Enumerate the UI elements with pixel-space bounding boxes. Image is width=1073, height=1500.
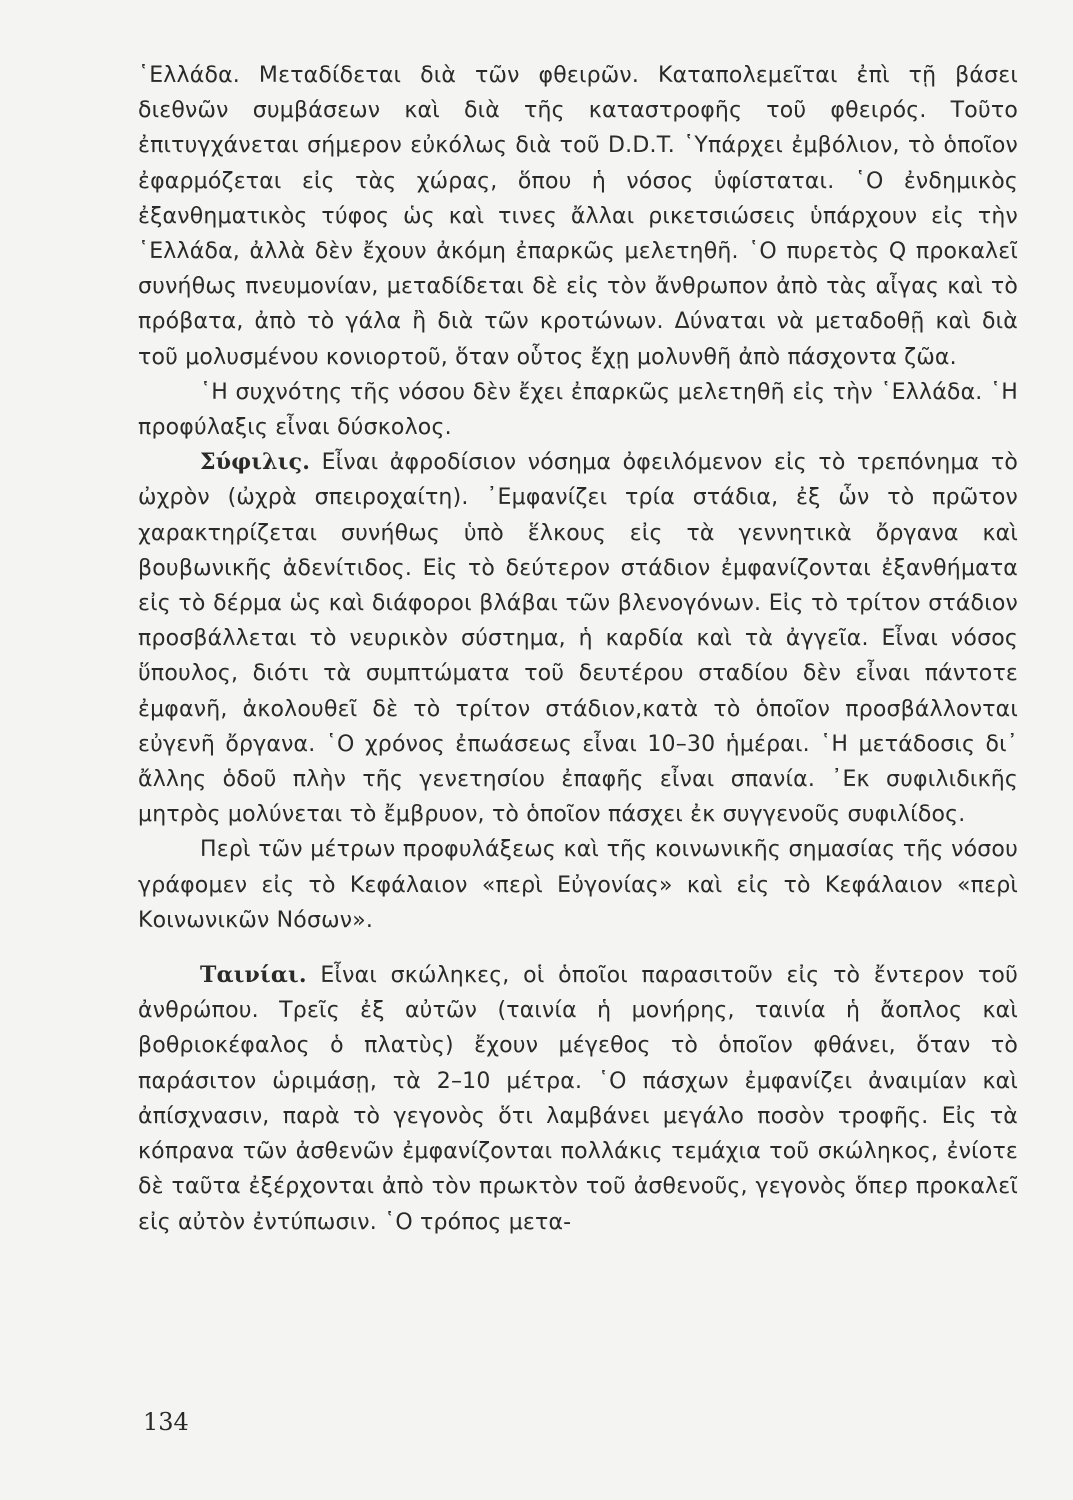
paragraph-typhus-continued	[138, 58, 1018, 375]
paragraph-text: Εἶναι σκώληκες, οἱ ὁποῖοι παρασιτοῦν εἰς τὸ ἔντερον τοῦ ἀνθρώπου. Τρεῖς ἐξ αὐτῶν (ταινία ἡ μονήρης, ταινία ἡ ἄοπλος καὶ βοθριοκέφαλος ὁ πλατὺς) ἔχουν μέγεθος τὸ ὁποῖον φθάνει, ὅταν τὸ παράσιτον ὡριμάσῃ, τὰ 2–10 μέτρα. ῾Ο πάσχων ἐμφανίζει ἀναιμίαν καὶ ἀπίσχνασιν, παρὰ τὸ γεγονὸς ὅτι λαμβάνει μεγάλο ποσὸν τροφῆς. Εἰς τὰ κόπρανα τῶν ἀσθενῶν ἐμφανίζονται πολλάκις τεμάχια τοῦ σκώληκος, ἐνίοτε δὲ ταῦτα ἐξέρχονται ἀπὸ τὸν πρωκτὸν τοῦ ἀσθενοῦς, γεγονὸς ὅπερ προκαλεῖ εἰς αὐτὸν ἐντύπωσιν. ῾Ο τρόπος μετα-	[138, 963, 1018, 1235]
body-text	[138, 58, 1018, 1240]
section-heading-tapeworms: Ταινίαι.	[200, 962, 307, 989]
page-number: 134	[143, 1408, 189, 1436]
section-heading-syphilis: Σύφιλις.	[200, 449, 311, 476]
paragraph-tapeworms	[138, 958, 1018, 1240]
paragraph-frequency	[138, 375, 1018, 445]
paragraph-syphilis	[138, 445, 1018, 832]
paragraph-text: Εἶναι ἀφροδίσιον νόσημα ὀφειλόμενον εἰς τὸ τρεπόνημα τὸ ὠχρὸν (ὠχρὰ σπειροχαίτη). ᾿Εμφανίζει τρία στάδια, ἐξ ὧν τὸ πρῶτον χαρακτηρίζεται συνήθως ὑπὸ ἕλκους εἰς τὰ γεννητικὰ ὄργανα καὶ βουβωνικῆς ἀδενίτιδος. Εἰς τὸ δεύτερον στάδιον ἐμφανίζονται ἐξανθήματα εἰς τὸ δέρμα ὡς καὶ διάφοροι βλάβαι τῶν βλενογόνων. Εἰς τὸ τρίτον στάδιον προσβάλλεται τὸ νευρικὸν σύστημα, ἡ καρδία καὶ τὰ ἀγγεῖα. Εἶναι νόσος ὕπουλος, διότι τὰ συμπτώματα τοῦ δευτέρου σταδίου δὲν εἶναι πάντοτε ἐμφανῆ, ἀκολουθεῖ δὲ τὸ τρίτον στάδιον,κατὰ τὸ ὁποῖον προσβάλλονται εὐγενῆ ὄργανα. ῾Ο χρόνος ἐπωάσεως εἶναι 10–30 ἡμέραι. ῾Η μετάδοσις δι᾿ ἄλλης ὁδοῦ πλὴν τῆς γενετησίου ἐπαφῆς εἶναι σπανία. ᾿Εκ συφιλιδικῆς μητρὸς μολύνεται τὸ ἔμβρυον, τὸ ὁποῖον πάσχει ἐκ συγγενοῦς συφιλίδος.	[138, 450, 1018, 828]
paragraph-prevention-reference	[138, 832, 1018, 938]
paragraph-text: ῾Η συχνότης τῆς νόσου δὲν ἔχει ἐπαρκῶς μελετηθῆ εἰς τὴν ῾Ελλάδα. ῾Η προφύλαξις εἶναι δύσκολος.	[138, 379, 1018, 441]
paragraph-text: ῾Ελλάδα. Μεταδίδεται διὰ τῶν φθειρῶν. Καταπολεμεῖται ἐπὶ τῇ βάσει διεθνῶν συμβάσεων καὶ διὰ τῆς καταστροφῆς τοῦ φθειρός. Τοῦτο ἐπιτυγχάνεται σήμερον εὐκόλως διὰ τοῦ D.D.T. ῾Υπάρχει ἐμβόλιον, τὸ ὁποῖον ἐφαρμόζεται εἰς τὰς χώρας, ὅπου ἡ νόσος ὑφίσταται. ῾Ο ἐνδημικὸς ἐξανθηματικὸς τύφος ὡς καὶ τινες ἄλλαι ρικετσιώσεις ὑπάρχουν εἰς τὴν ῾Ελλάδα, ἀλλὰ δὲν ἔχουν ἀκόμη ἐπαρκῶς μελετηθῆ. ῾Ο πυρετὸς Q προκαλεῖ συνήθως πνευμονίαν, μεταδίδεται δὲ εἰς τὸν ἄνθρωπον ἀπὸ τὰς αἶγας καὶ τὸ πρόβατα, ἀπὸ τὸ γάλα ἢ διὰ τῶν κροτώνων. Δύναται νὰ μεταδοθῇ καὶ διὰ τοῦ μολυσμένου κονιορτοῦ, ὅταν οὗτος ἔχῃ μολυνθῆ ἀπὸ πάσχοντα ζῶα.	[138, 63, 1018, 370]
paragraph-text: Περὶ τῶν μέτρων προφυλάξεως καὶ τῆς κοινωνικῆς σημασίας τῆς νόσου γράφομεν εἰς τὸ Κεφάλαιον «περὶ Εὐγονίας» καὶ εἰς τὸ Κεφάλαιον «περὶ Κοινωνικῶν Νόσων».	[138, 837, 1018, 933]
